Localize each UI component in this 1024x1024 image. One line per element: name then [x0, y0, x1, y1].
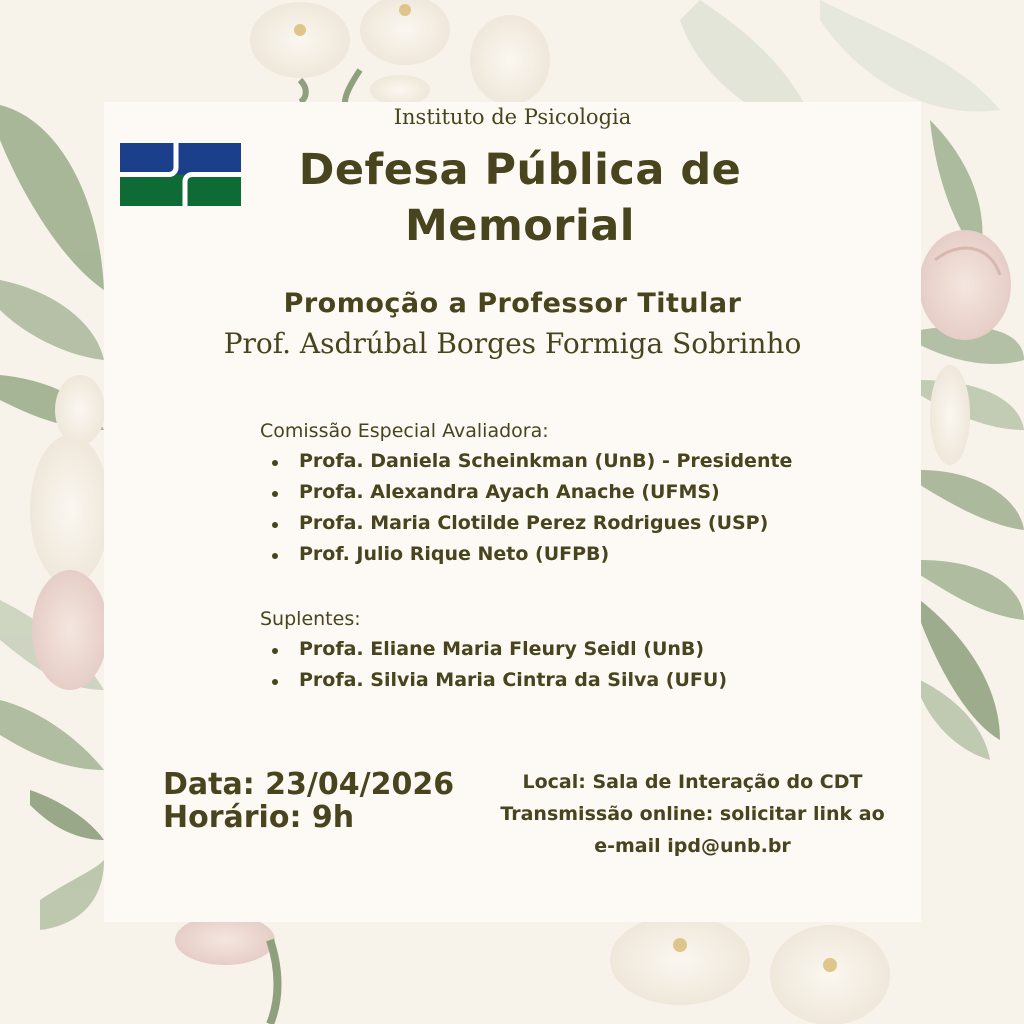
committee-list [260, 446, 880, 570]
page-title [250, 142, 790, 254]
stream-info-line-1: Transmissão online: solicitar link ao [500, 803, 885, 825]
location-block [480, 766, 905, 862]
subtitle [104, 284, 921, 364]
list-item: Profa. Alexandra Ayach Anache (UFMS) [260, 477, 880, 508]
unb-logo-icon [120, 143, 241, 206]
committee-section [260, 416, 880, 696]
flower-icon [30, 375, 110, 690]
committee-heading: Comissão Especial Avaliadora: [260, 420, 549, 442]
event-date: Data: 23/04/2026 [163, 767, 455, 802]
alternates-list [260, 634, 880, 696]
professor-name: Prof. Asdrúbal Borges Formiga Sobrinho [223, 327, 802, 360]
event-time: Horário: 9h [163, 800, 355, 835]
alternates-heading: Suplentes: [260, 608, 361, 630]
title-line-2: Memorial [404, 201, 635, 251]
list-item: Profa. Maria Clotilde Perez Rodrigues (USP) [260, 508, 880, 539]
flower-icon [175, 915, 890, 1024]
institute-name: Instituto de Psicologia [393, 105, 632, 129]
list-item: Prof. Julio Rique Neto (UFPB) [260, 539, 880, 570]
title-line-1: Defesa Pública de [298, 145, 742, 195]
event-location: Local: Sala de Interação do CDT [522, 771, 863, 793]
section-spacer [260, 570, 880, 604]
promotion-title: Promoção a Professor Titular [283, 288, 742, 319]
list-item: Profa. Eliane Maria Fleury Seidl (UnB) [260, 634, 880, 665]
list-item: Profa. Daniela Scheinkman (UnB) - Presidente [260, 446, 880, 477]
flower-icon [250, 0, 550, 105]
date-time-block [163, 768, 454, 834]
list-item: Profa. Silvia Maria Cintra da Silva (UFU) [260, 665, 880, 696]
stream-info-line-2: e-mail ipd@unb.br [594, 835, 791, 857]
